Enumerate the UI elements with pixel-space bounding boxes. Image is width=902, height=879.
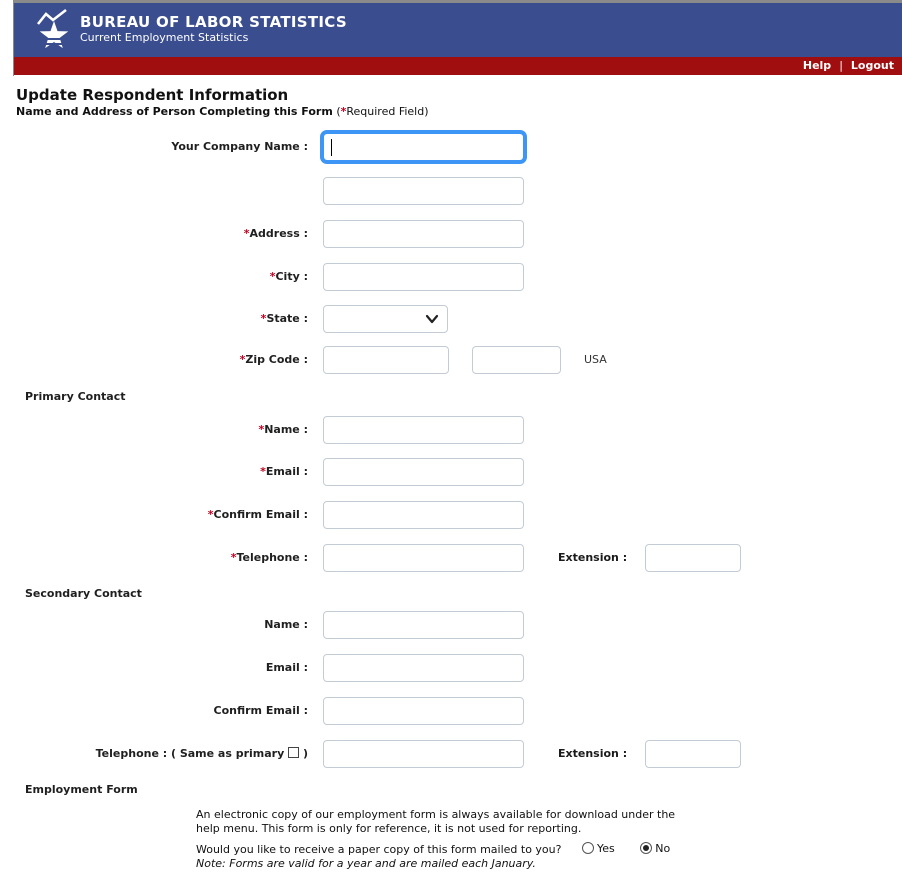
secondary-name-input[interactable] xyxy=(323,611,524,639)
primary-contact-heading: Primary Contact xyxy=(25,390,126,403)
required-note-text: Required Field) xyxy=(346,105,429,118)
employment-form-heading: Employment Form xyxy=(25,783,138,796)
page-title: Update Respondent Information xyxy=(16,86,289,104)
primary-confirm-email-input[interactable] xyxy=(323,501,524,529)
company-name-label: Your Company Name : xyxy=(171,140,308,153)
company-name-input[interactable] xyxy=(323,133,524,161)
bls-star-logo-icon xyxy=(30,7,78,55)
address-label: *Address : xyxy=(243,227,308,240)
paper-copy-no-radio[interactable] xyxy=(640,842,652,854)
primary-extension-input[interactable] xyxy=(645,544,741,572)
secondary-email-label: Email : xyxy=(265,661,308,674)
address-input[interactable] xyxy=(323,220,524,248)
utility-nav xyxy=(803,59,894,72)
primary-name-input[interactable] xyxy=(323,416,524,444)
state-select[interactable] xyxy=(323,305,448,333)
zip-plus4-input[interactable] xyxy=(472,346,561,374)
help-link[interactable]: Help xyxy=(802,59,832,72)
app-subtitle: Current Employment Statistics xyxy=(80,31,249,44)
secondary-extension-label: Extension : xyxy=(558,747,628,760)
paper-copy-radio-group xyxy=(582,842,670,855)
secondary-confirm-email-label: Confirm Email : xyxy=(213,704,308,717)
zip-code-input[interactable] xyxy=(323,346,449,374)
primary-telephone-label: *Telephone : xyxy=(230,551,308,564)
required-star: * xyxy=(340,105,347,118)
chevron-down-icon xyxy=(425,314,439,324)
paper-copy-note: Note: Forms are valid for a year and are mailed each January. xyxy=(196,857,536,870)
country-label: USA xyxy=(584,353,607,366)
state-label: *State : xyxy=(260,312,308,325)
company-name-line2-input[interactable] xyxy=(323,177,524,205)
subtitle-text: Name and Address of Person Completing this Form xyxy=(16,105,333,118)
same-as-primary-checkbox[interactable] xyxy=(288,747,299,758)
primary-extension-label: Extension : xyxy=(558,551,628,564)
primary-email-label: *Email : xyxy=(260,465,308,478)
primary-confirm-email-label: *Confirm Email : xyxy=(207,508,308,521)
logout-link[interactable]: Logout xyxy=(850,59,894,72)
bls-banner xyxy=(14,3,902,57)
page-subtitle xyxy=(16,105,429,118)
agency-title: BUREAU OF LABOR STATISTICS xyxy=(80,13,347,31)
paper-copy-no-label: No xyxy=(655,842,671,855)
secondary-email-input[interactable] xyxy=(323,654,524,682)
city-label: *City : xyxy=(269,270,308,283)
secondary-name-label: Name : xyxy=(264,618,308,631)
paper-copy-question: Would you like to receive a paper copy of this form mailed to you? xyxy=(196,843,562,856)
utility-bar xyxy=(14,57,902,75)
employment-info-text: An electronic copy of our employment form is always available for download under the help menu. This form is only for reference, it is not used for reporting. xyxy=(196,808,676,835)
secondary-telephone-input[interactable] xyxy=(323,740,524,768)
secondary-contact-heading: Secondary Contact xyxy=(25,587,142,600)
secondary-extension-input[interactable] xyxy=(645,740,741,768)
paper-copy-yes-radio[interactable] xyxy=(582,842,594,854)
primary-telephone-input[interactable] xyxy=(323,544,524,572)
secondary-confirm-email-input[interactable] xyxy=(323,697,524,725)
city-input[interactable] xyxy=(323,263,524,291)
required-note-open: ( xyxy=(336,105,341,118)
text-caret xyxy=(331,139,332,156)
zip-label: *Zip Code : xyxy=(239,353,308,366)
primary-email-input[interactable] xyxy=(323,458,524,486)
primary-name-label: *Name : xyxy=(258,423,308,436)
paper-copy-yes-label: Yes xyxy=(597,842,615,855)
nav-separator: | xyxy=(839,59,843,72)
secondary-telephone-label: Telephone : ( Same as primary ) xyxy=(95,747,308,760)
